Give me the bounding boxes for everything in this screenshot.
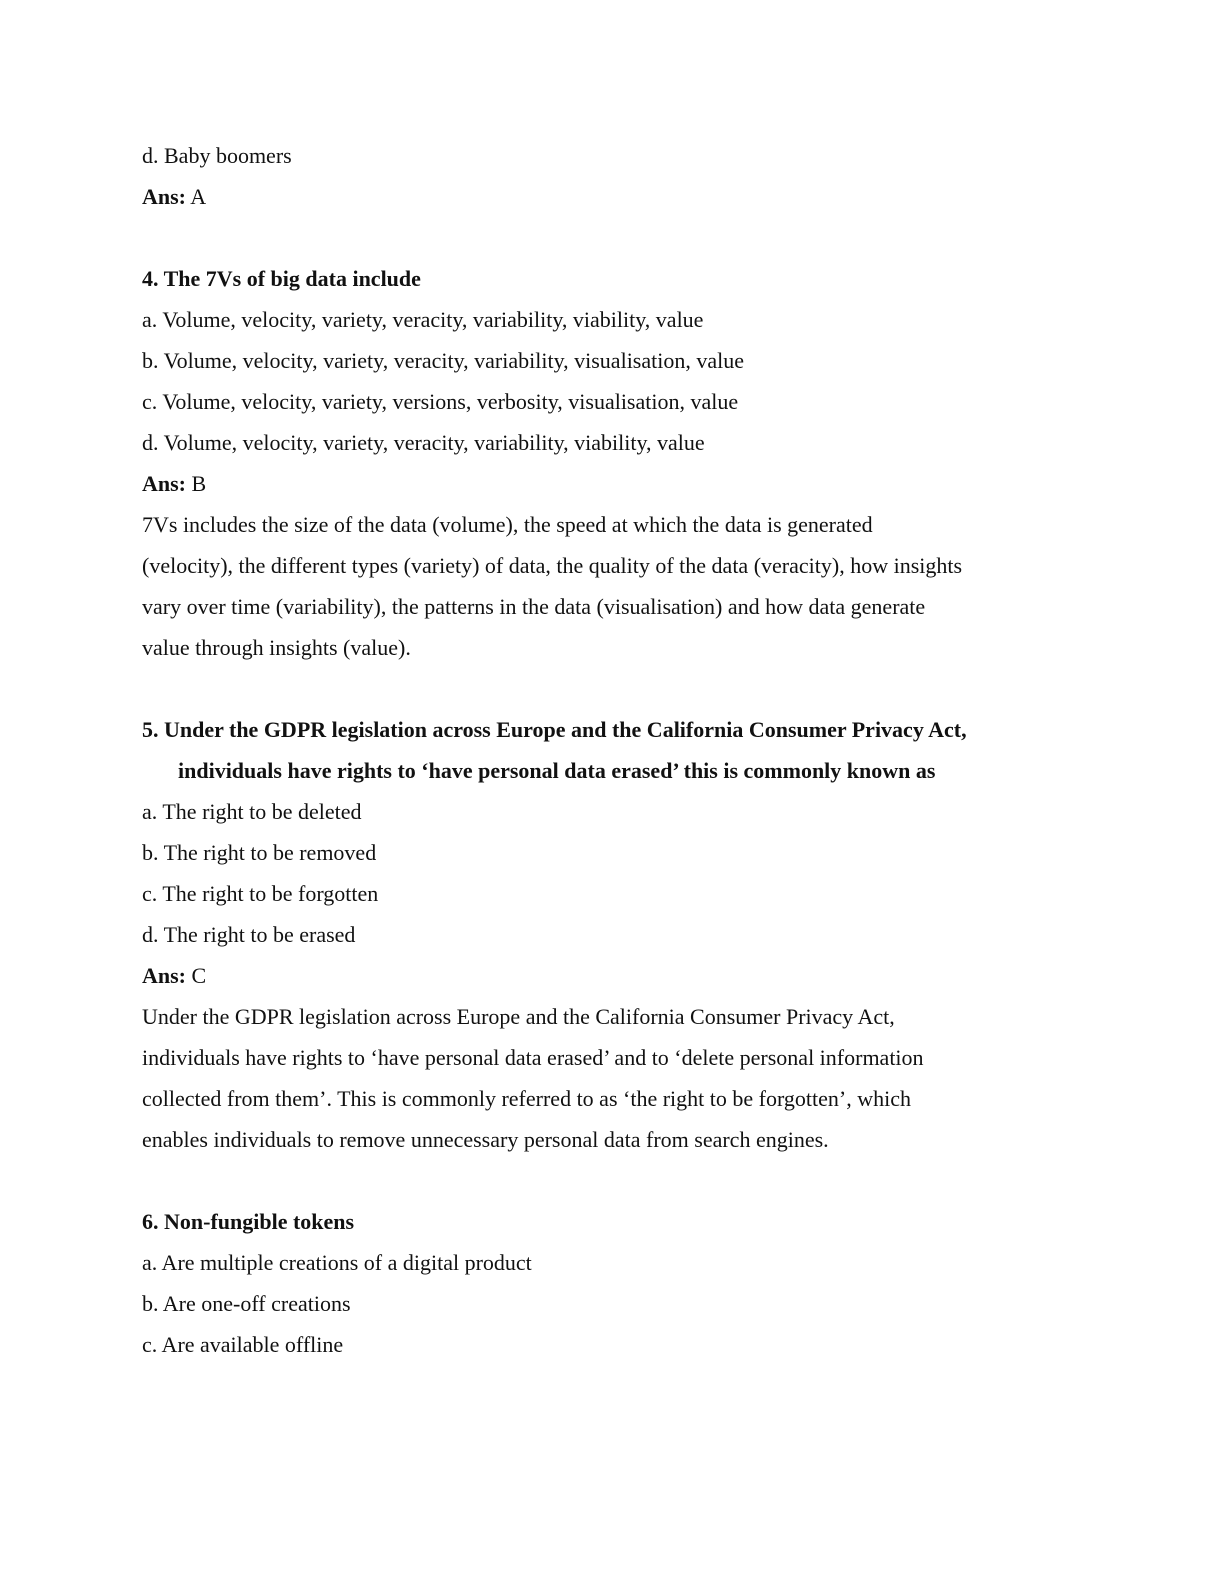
q6-option-c: c. Are available offline	[142, 1332, 344, 1357]
q5-explanation-line: enables individuals to remove unnecessary personal data from search engines.	[142, 1127, 829, 1152]
q4-explanation-line: 7Vs includes the size of the data (volume), the speed at which the data is generated	[142, 512, 873, 537]
spacer	[142, 217, 1042, 258]
answer-label: Ans:	[142, 471, 187, 496]
answer-value: C	[186, 963, 207, 988]
q6-option-a: a. Are multiple creations of a digital product	[142, 1250, 532, 1275]
q3-option-d: d. Baby boomers	[142, 143, 292, 168]
answer-label: Ans:	[142, 963, 187, 988]
answer-label: Ans:	[142, 184, 187, 209]
q3-answer	[142, 176, 1042, 217]
q4-explanation-line: (velocity), the different types (variety) of data, the quality of the data (veracity), how insights	[142, 553, 963, 578]
q4-option-b: b. Volume, velocity, variety, veracity, variability, visualisation, value	[142, 348, 744, 373]
q4-option-c: c. Volume, velocity, variety, versions, verbosity, visualisation, value	[142, 389, 739, 414]
spacer	[142, 1160, 1042, 1201]
q5-option-a: a. The right to be deleted	[142, 799, 362, 824]
q5-explanation-line: individuals have rights to ‘have personal data erased’ and to ‘delete personal information	[142, 1045, 924, 1070]
spacer	[142, 668, 1042, 709]
q4-answer	[142, 463, 1042, 504]
q4-explanation-line: value through insights (value).	[142, 635, 411, 660]
q5-option-d: d. The right to be erased	[142, 922, 356, 947]
q5-explanation-line: collected from them’. This is commonly referred to as ‘the right to be forgotten’, which	[142, 1086, 911, 1111]
document-page	[142, 135, 1042, 1365]
q6-heading: 6. Non-fungible tokens	[142, 1209, 355, 1234]
q4-heading: 4. The 7Vs of big data include	[142, 266, 421, 291]
q5-heading: 5. Under the GDPR legislation across Europe and the California Consumer Privacy Act, individuals have rights to ‘have personal data erased’ this is commonly known as	[142, 717, 967, 783]
answer-value: A	[186, 184, 207, 209]
q5-explanation-line: Under the GDPR legislation across Europe and the California Consumer Privacy Act,	[142, 1004, 895, 1029]
q5-option-b: b. The right to be removed	[142, 840, 377, 865]
q6-option-b: b. Are one-off creations	[142, 1291, 351, 1316]
answer-value: B	[186, 471, 207, 496]
q4-option-a: a. Volume, velocity, variety, veracity, variability, viability, value	[142, 307, 704, 332]
q5-answer	[142, 955, 1042, 996]
q4-option-d: d. Volume, velocity, variety, veracity, variability, viability, value	[142, 430, 705, 455]
q5-option-c: c. The right to be forgotten	[142, 881, 379, 906]
q4-explanation-line: vary over time (variability), the patterns in the data (visualisation) and how data generate	[142, 594, 926, 619]
